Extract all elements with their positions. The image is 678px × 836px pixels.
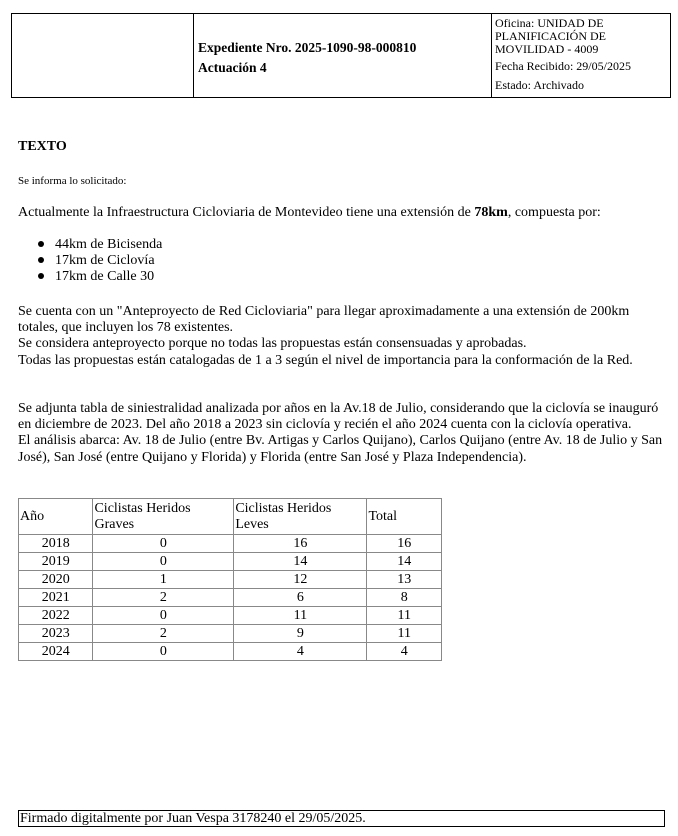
cell-year: 2018 — [19, 535, 93, 553]
digital-signature: Firmado digitalmente por Juan Vespa 3178240 el 29/05/2025. — [18, 810, 665, 827]
paragraph-line: Se cuenta con un "Anteproyecto de Red Cicloviaria" para llegar aproximadamente a una extensión de 200km totales, que incluyen los 78 existentes. — [18, 304, 630, 336]
cell-total: 8 — [367, 589, 442, 607]
oficina-label: Oficina: UNIDAD DE PLANIFICACIÓN DE MOVILIDAD - 4009 — [495, 16, 606, 56]
list-item: 17km de Ciclovía — [18, 253, 162, 269]
cell-serious: 0 — [93, 535, 234, 553]
cell-year: 2023 — [19, 625, 93, 643]
header-serious: Ciclistas Heridos Graves — [93, 499, 234, 535]
cell-minor: 9 — [234, 625, 367, 643]
intro-note: Se informa lo solicitado: — [18, 175, 127, 187]
accident-paragraph — [18, 401, 668, 466]
cell-total: 11 — [367, 607, 442, 625]
cell-minor: 12 — [234, 571, 367, 589]
table-row — [19, 643, 442, 661]
fecha-recibido: Fecha Recibido: 29/05/2025 — [495, 59, 631, 73]
expediente-number: Expediente Nro. 2025-1090-98-000810 — [198, 40, 417, 55]
cell-total: 4 — [367, 643, 442, 661]
actuacion-number: Actuación 4 — [198, 60, 267, 75]
paragraph-line: El análisis abarca: Av. 18 de Julio (entre Bv. Artigas y Carlos Quijano), Carlos Quijano (entre Av. 18 de Julio y San José), San José (entre Quijano y Florida) y Florida (entre San José y Plaza Independencia). — [18, 433, 663, 465]
paragraph-line: Se considera anteproyecto porque no todas las propuestas están consensuadas y aprobadas. — [18, 336, 527, 352]
document-header — [11, 13, 671, 98]
header-total: Total — [367, 499, 442, 535]
cell-total: 11 — [367, 625, 442, 643]
cell-serious: 2 — [93, 625, 234, 643]
list-item: 44km de Bicisenda — [18, 237, 162, 253]
cell-minor: 4 — [234, 643, 367, 661]
cell-total: 14 — [367, 553, 442, 571]
cell-year: 2019 — [19, 553, 93, 571]
cell-year: 2021 — [19, 589, 93, 607]
cell-serious: 1 — [93, 571, 234, 589]
cell-serious: 0 — [93, 607, 234, 625]
cell-minor: 14 — [234, 553, 367, 571]
cell-year: 2022 — [19, 607, 93, 625]
cell-minor: 16 — [234, 535, 367, 553]
intro-text-before: Actualmente la Infraestructura Cicloviaria de Montevideo tiene una extensión de — [18, 205, 475, 220]
table-row — [19, 625, 442, 643]
table-header-row — [19, 499, 442, 535]
cell-minor: 11 — [234, 607, 367, 625]
header-logo-cell — [12, 14, 194, 97]
estado-label: Estado: Archivado — [495, 78, 584, 92]
cell-year: 2024 — [19, 643, 93, 661]
cell-serious: 2 — [93, 589, 234, 607]
cell-minor: 6 — [234, 589, 367, 607]
table-row — [19, 589, 442, 607]
header-year: Año — [19, 499, 93, 535]
cell-serious: 0 — [93, 553, 234, 571]
infrastructure-list — [18, 237, 162, 286]
cell-serious: 0 — [93, 643, 234, 661]
accident-table — [18, 498, 442, 661]
cell-year: 2020 — [19, 571, 93, 589]
table-row — [19, 571, 442, 589]
paragraph-line: Se adjunta tabla de siniestralidad analizada por años en la Av.18 de Julio, considerando que la ciclovía se inauguró en diciembre de 2023. Del año 2018 a 2023 sin ciclovía y recién el año 2024 cuenta con la ciclovía operativa. — [18, 401, 659, 433]
cell-total: 13 — [367, 571, 442, 589]
table-row — [19, 553, 442, 571]
header-minor: Ciclistas Heridos Leves — [234, 499, 367, 535]
header-meta — [492, 14, 670, 97]
table-row — [19, 607, 442, 625]
section-title: TEXTO — [18, 139, 67, 154]
intro-text-bold: 78km — [474, 205, 508, 220]
intro-paragraph — [18, 205, 668, 221]
intro-text-after: , compuesta por: — [507, 205, 601, 220]
list-item: 17km de Calle 30 — [18, 269, 162, 285]
network-paragraph — [18, 304, 668, 369]
cell-total: 16 — [367, 535, 442, 553]
table-row — [19, 535, 442, 553]
header-file-info — [194, 14, 492, 97]
paragraph-line: Todas las propuestas están catalogadas de 1 a 3 según el nivel de importancia para la conformación de la Red. — [18, 352, 633, 368]
